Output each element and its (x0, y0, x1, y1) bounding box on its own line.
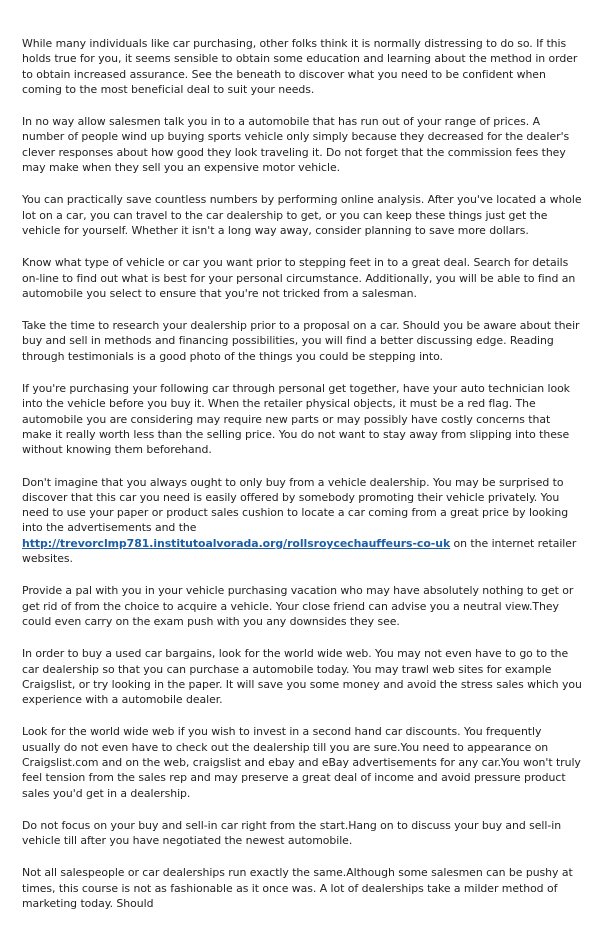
paragraph-auto-technician: If you're purchasing your following car through personal get together, have your auto technician look into the vehicle before you buy it. When the retailer physical objects, it must be a red flag. The automobile you are considering may require new parts or may possibly have costly concerns that make it really worth less than the selling price. You do not want to stay away from slipping into these without knowing them beforehand. (22, 382, 570, 457)
paragraph-private-seller-text-before: Don't imagine that you always ought to only buy from a vehicle dealership. You may be surprised to discover that this car you need is easily offered by somebody promoting their vehicle privately. You need to use your paper or product sales cushion to locate a car coming from a great price by looking into the advertisements and the (22, 475, 569, 535)
paragraph-salespeople: Not all salespeople or car dealerships run exactly the same.Although some salesmen can be pushy at times, this course is not as fashionable as it once was. A lot of dealerships take a milder method of marketing today. Should (22, 866, 573, 911)
paragraph-online-analysis: You can practically save countless numbers by performing online analysis. After you've located a whole lot on a car, you can travel to the car dealership to get, or you can keep these things just get the vehicle for yourself. Whether it isn't a long way away, consider planning to save more dollars. (22, 193, 582, 237)
paragraph-vehicle-type: Know what type of vehicle or car you want prior to stepping feet in to a great deal. Search for details on-line to find out what is best for your personal circumstance. Additionally, you will be able to find an automobile you select to ensure that you're not tricked from a salesman. (22, 256, 576, 300)
paragraph-trade-in: Do not focus on your buy and sell-in car right from the start.Hang on to discuss your buy and sell-in vehicle till after you have negotiated the newest automobile. (22, 818, 562, 848)
paragraph-craigslist: Look for the world wide web if you wish to invest in a second hand car discounts. You frequently usually do not even have to check out the dealership till you are sure.You need to appearance on Craigslist.com and on the web, craigslist and ebay and eBay advertisements for any car.You won't truly feel tension from the sales rep and may preserve a great deal of income and avoid pressure product sales you'd get in a dealership. (22, 725, 581, 800)
paragraph-used-car-web: In order to buy a used car bargains, look for the world wide web. You may not even have to go to the car dealership so that you can purchase a automobile today. You may trawl web sites for example Craigslist, or try looking in the paper. It will save you some money and avoid the stress sales which you experience with a automobile dealer. (22, 647, 582, 707)
rollsroyce-chauffeurs-link[interactable]: http://trevorclmp781.institutoalvorada.org/rollsroycechauffeurs-co-uk (22, 536, 451, 550)
paragraph-private-seller-text-after: on the internet retailer websites. (22, 536, 577, 566)
paragraph-private-seller (22, 475, 582, 567)
paragraph-intro: While many individuals like car purchasing, other folks think it is normally distressing to do so. If this holds true for you, it seems sensible to obtain some education and learning about the method in order to obtain increased assurance. See the beneath to discover what you need to be confident when coming to the most beneficial deal to suit your needs. (22, 37, 578, 96)
paragraph-research-dealership: Take the time to research your dealership prior to a proposal on a car. Should you be aware about their buy and sell in methods and financing possibilities, you will find a better discussing edge. Reading through testimonials is a good photo of the things you could be stepping into. (22, 319, 580, 363)
document-body (22, 36, 582, 928)
paragraph-bring-friend: Provide a pal with you in your vehicle purchasing vacation who may have absolutely nothing to get or get rid of from the choice to acquire a vehicle. Your close friend can advise you a neutral view.They could even carry on the exam push with you any downsides they see. (22, 584, 574, 628)
paragraph-salesmen: In no way allow salesmen talk you in to a automobile that has run out of your range of prices. A number of people wind up buying sports vehicle only simply because they decreased for the dealer's clever responses about how good they look traveling it. Do not forget that the commission fees they may make when they sell you an expensive motor vehicle. (22, 115, 570, 175)
